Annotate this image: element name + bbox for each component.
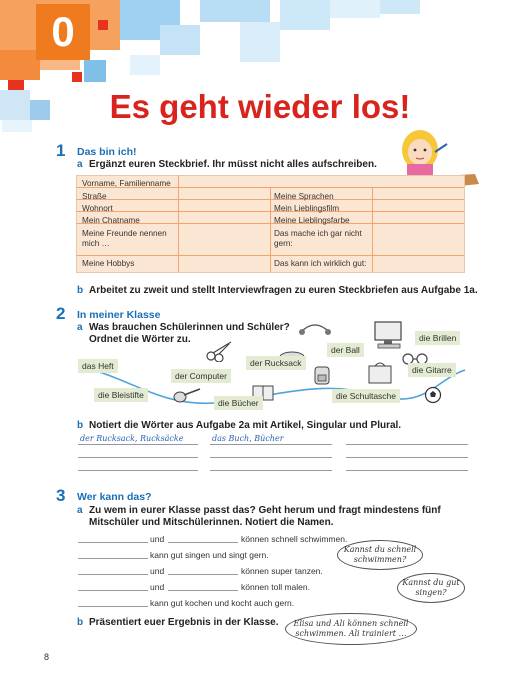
writing-line[interactable] — [210, 444, 332, 445]
sentence-3-und: und — [150, 566, 165, 576]
section-3-title: Wer kann das? — [77, 491, 152, 503]
name-blank[interactable] — [78, 542, 148, 543]
task-3b-text: Präsentiert euer Ergebnis in der Klasse. — [89, 617, 279, 628]
guitar-icon — [172, 385, 202, 405]
table-cell: Wohnort — [82, 204, 113, 213]
schoolbag-icon — [366, 360, 394, 386]
section-1-number: 1 — [56, 141, 66, 160]
backpack-icon — [312, 363, 332, 385]
speech-bubble-result — [285, 613, 417, 645]
task-3b-letter: b — [77, 617, 84, 628]
example-answer-1: der Rucksack, Rucksäcke — [80, 434, 184, 443]
name-blank[interactable] — [78, 574, 148, 575]
task-2a-line1: Was brauchen Schülerinnen und Schüler? — [89, 322, 290, 333]
name-blank[interactable] — [168, 574, 238, 575]
writing-line[interactable] — [78, 457, 198, 458]
writing-line[interactable] — [346, 444, 468, 445]
writing-line[interactable] — [210, 470, 332, 471]
chapter-number: 0 — [51, 8, 75, 55]
name-blank[interactable] — [78, 558, 148, 559]
word-gitarre[interactable]: die Gitarre — [408, 363, 456, 377]
writing-line[interactable] — [346, 470, 468, 471]
table-divider — [178, 175, 179, 272]
section-2-title: In meiner Klasse — [77, 309, 161, 321]
word-schultasche[interactable]: die Schultasche — [332, 389, 400, 403]
page-title: Es geht wieder los! — [109, 88, 411, 125]
writing-line[interactable] — [346, 457, 468, 458]
bubble-text: schwimmen. Ali trainiert … — [295, 629, 407, 638]
speech-bubble-swim — [337, 540, 423, 570]
bubble-text: Elisa und Ali können schnell — [293, 619, 409, 628]
task-1b-text: Arbeitet zu zweit und stellt Interviewfragen zu euren Steckbriefen aus Aufgabe 1a. — [89, 285, 478, 296]
section-2-number: 2 — [56, 304, 66, 323]
table-cell: Das mache ich gar nicht gern: — [274, 229, 362, 248]
writing-line[interactable] — [78, 444, 198, 445]
sentence-4-rest: können toll malen. — [241, 582, 310, 592]
table-cell: Mein Lieblingsfilm — [274, 204, 340, 213]
writing-line[interactable] — [78, 470, 198, 471]
bubble-text: Kannst du schnell — [343, 545, 417, 554]
task-1a-text: Ergänzt euren Steckbrief. Ihr müsst nicht alles aufschreiben. — [89, 159, 377, 170]
name-blank[interactable] — [168, 590, 238, 591]
task-1b-letter: b — [77, 285, 84, 296]
ball-icon — [424, 386, 442, 404]
page-number: 8 — [44, 652, 50, 662]
table-cell: Meine Freunde nennen mich … — [82, 229, 167, 248]
table-divider — [372, 188, 373, 272]
task-2b-text: Notiert die Wörter aus Aufgabe 2a mit Artikel, Singular und Plural. — [89, 420, 402, 431]
name-blank[interactable] — [78, 590, 148, 591]
example-answer-2: das Buch, Bücher — [212, 434, 284, 443]
word-buecher[interactable]: die Bücher — [214, 396, 263, 410]
bubble-text: Kannst du gut — [402, 578, 460, 587]
table-cell: Straße — [82, 192, 107, 201]
sentence-1-und: und — [150, 534, 165, 544]
task-2a-line2: Ordnet die Wörter zu. — [89, 334, 191, 345]
table-divider — [270, 188, 271, 272]
headphones-icon — [298, 322, 332, 336]
task-3a-line1: Zu wem in eurer Klasse passt das? Geht herum und fragt mindestens fünf — [89, 505, 441, 516]
task-2b-letter: b — [77, 420, 84, 431]
word-heft[interactable]: das Heft — [78, 359, 118, 373]
name-blank[interactable] — [78, 606, 148, 607]
table-cell: Vorname, Familienname — [82, 179, 171, 188]
sentence-2-rest: kann gut singen und singt gern. — [150, 550, 269, 560]
name-blank[interactable] — [168, 542, 238, 543]
word-brillen[interactable]: die Brillen — [415, 331, 460, 345]
sentence-4-und: und — [150, 582, 165, 592]
table-cell: Meine Hobbys — [82, 259, 135, 268]
table-cell: Mein Chatname — [82, 216, 140, 225]
task-1a-letter: a — [77, 159, 83, 170]
bubble-text: singen? — [415, 588, 447, 597]
word-rucksack[interactable]: der Rucksack — [246, 356, 306, 370]
sentence-3-rest: können super tanzen. — [241, 566, 323, 576]
task-2a-letter: a — [77, 322, 83, 333]
sentence-1-rest: können schnell schwimmen. — [241, 534, 348, 544]
section-3-number: 3 — [56, 486, 66, 505]
task-3a-letter: a — [77, 505, 83, 516]
section-1-title: Das bin ich! — [77, 146, 137, 158]
task-3a-line2: Mitschüler und Mitschülerinnen. Notiert die Namen. — [89, 517, 334, 528]
speech-bubble-sing — [397, 573, 465, 603]
word-computer[interactable]: der Computer — [171, 369, 231, 383]
scissors-icon — [205, 340, 235, 362]
writing-line[interactable] — [210, 457, 332, 458]
sentence-5-rest: kann gut kochen und kocht auch gern. — [150, 598, 295, 608]
word-bleistifte[interactable]: die Bleistifte — [94, 388, 148, 402]
bubble-text: schwimmen? — [353, 555, 407, 564]
table-cell: Meine Sprachen — [274, 192, 334, 201]
table-cell: Das kann ich wirklich gut: — [274, 259, 367, 268]
word-ball[interactable]: der Ball — [327, 343, 364, 357]
table-cell: Meine Lieblingsfarbe — [274, 216, 350, 225]
computer-icon — [372, 320, 406, 350]
